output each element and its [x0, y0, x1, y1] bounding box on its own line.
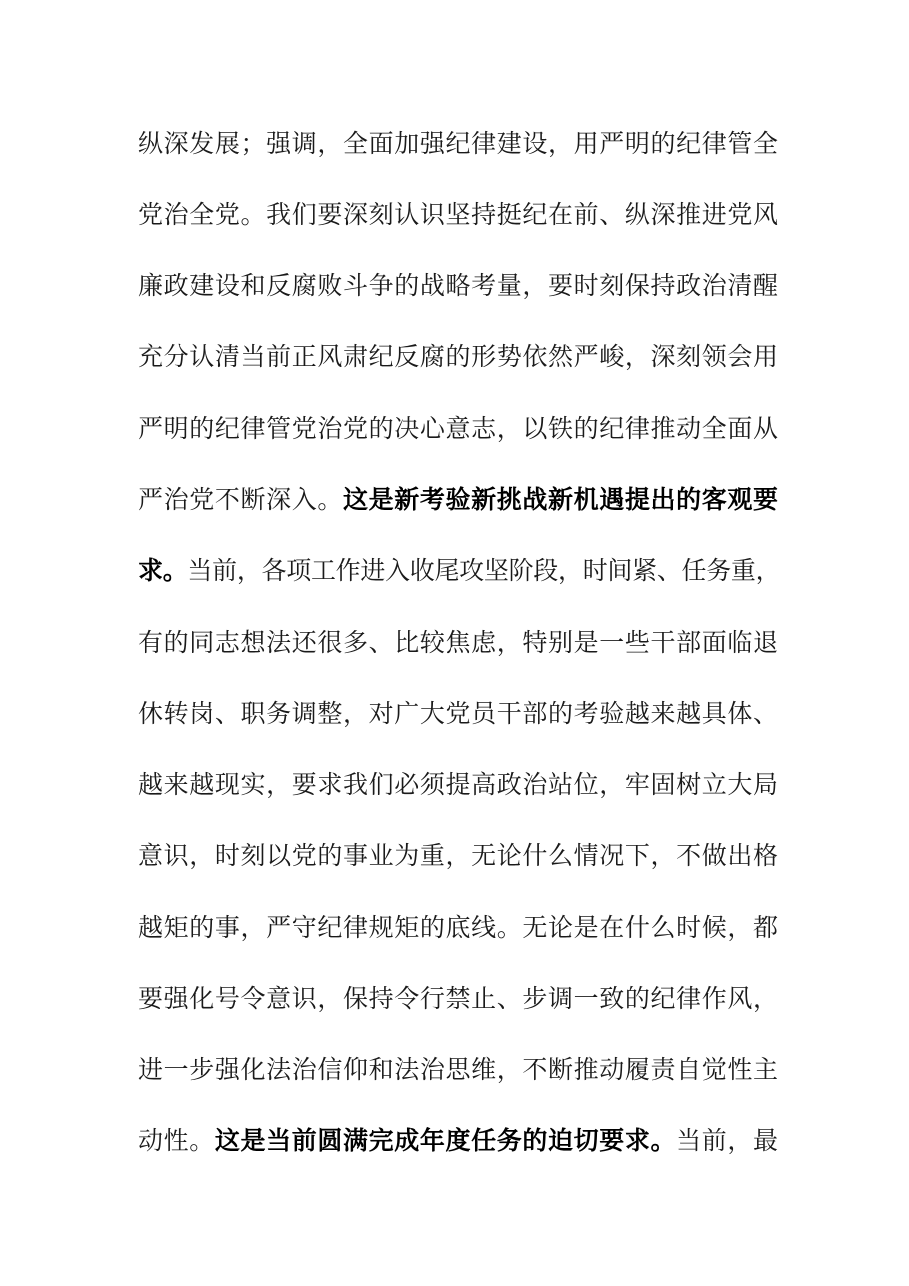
text-line	[138, 126, 778, 162]
text-segment: 越矩的事，严守纪律规矩的底线。无论是在什么时候，都	[138, 913, 778, 942]
text-line	[138, 696, 778, 732]
text-segment: 严治党不断深入。	[138, 485, 343, 514]
bold-text-segment: 这是新考验新挑战新机遇提出的客观要	[343, 485, 778, 514]
text-line	[138, 268, 778, 304]
text-segment: 当前，各项工作进入收尾攻坚阶段，时间紧、任务重，	[187, 556, 781, 585]
text-line	[138, 411, 778, 447]
text-line	[138, 981, 778, 1017]
text-segment: 动性。	[138, 1126, 215, 1155]
text-line	[138, 482, 778, 518]
bold-text-segment: 求。	[138, 556, 188, 585]
text-line	[138, 767, 778, 803]
text-segment: 休转岗、职务调整，对广大党员干部的考验越来越具体、	[138, 699, 778, 728]
text-segment: 党治全党。我们要深刻认识坚持挺纪在前、纵深推进党风	[138, 200, 778, 229]
text-line	[138, 1123, 778, 1159]
text-line	[138, 197, 778, 233]
text-segment: 当前，最	[676, 1126, 778, 1155]
text-segment: 越来越现实，要求我们必须提高政治站位，牢固树立大局	[138, 770, 778, 799]
text-segment: 进一步强化法治信仰和法治思维，不断推动履责自觉性主	[138, 1055, 778, 1084]
text-segment: 严明的纪律管党治党的决心意志，以铁的纪律推动全面从	[138, 414, 778, 443]
text-line	[138, 838, 778, 874]
text-line	[138, 553, 781, 589]
text-segment: 廉政建设和反腐败斗争的战略考量，要时刻保持政治清醒	[138, 271, 778, 300]
text-line	[138, 339, 778, 375]
text-segment: 充分认清当前正风肃纪反腐的形势依然严峻，深刻领会用	[138, 342, 778, 371]
text-segment: 纵深发展；强调，全面加强纪律建设，用严明的纪律管全	[138, 129, 778, 158]
text-line	[138, 910, 778, 946]
bold-text-segment: 这是当前圆满完成年度任务的迫切要求。	[214, 1126, 677, 1155]
text-line	[138, 625, 778, 661]
text-segment: 有的同志想法还很多、比较焦虑，特别是一些干部面临退	[138, 628, 778, 657]
text-segment: 要强化号令意识，保持令行禁止、步调一致的纪律作风，	[138, 984, 778, 1013]
text-line	[138, 1052, 778, 1088]
text-segment: 意识，时刻以党的事业为重，无论什么情况下，不做出格	[138, 841, 778, 870]
